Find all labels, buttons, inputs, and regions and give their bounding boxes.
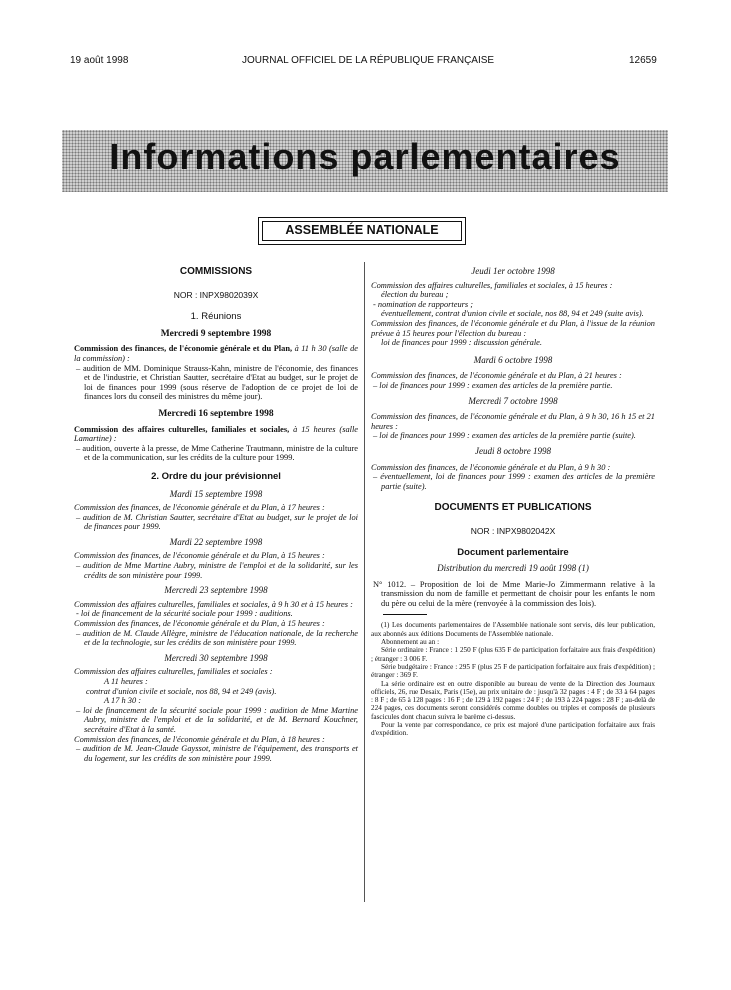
agenda-item: - nomination de rapporteurs ; — [373, 299, 474, 309]
agenda-item: – audition de M. Jean-Claude Gayssot, ministre de l'équipement, des transports et du logement, sur les crédits de son ministère pour 1999. — [76, 744, 358, 763]
agenda-item: – loi de financement de la sécurité sociale pour 1999 : audition de Mme Martine Aubry, ministre de l'emploi et de la solidarité, et de M. Bernard Kouchner, secrétaire d'Etat à la santé. — [76, 705, 358, 734]
date-heading: Mercredi 16 septembre 1998 — [158, 408, 274, 419]
footnote-text: Série budgétaire : France : 295 F (plus 25 F de participation forfaitaire aux frais d'expédition) ; étranger : 369 F. — [371, 662, 655, 680]
ordre-heading: 2. Ordre du jour prévisionnel — [151, 470, 281, 482]
banner-title: Informations parlementaires — [109, 136, 621, 177]
agenda-item: éventuellement, contrat d'union civile et sociale, nos 88, 94 et 249 (suite avis). — [381, 309, 644, 319]
agenda-item: – éventuellement, loi de finances pour 1999 : examen des articles de la première partie (suite). — [373, 472, 655, 491]
agenda-item: – audition de MM. Dominique Strauss-Kahn, ministre de l'économie, des finances et de l'industrie, et Christian Sautter, secrétaire d'Etat au budget, sur le projet de loi de finances pour 1999 (sous réserve de l'adoption de ce projet de loi de finances lors du conseil des ministres du même jour). — [76, 363, 358, 402]
agenda-item: - loi de financement de la sécurité sociale pour 1999 : auditions. — [76, 609, 293, 619]
left-column — [74, 267, 358, 763]
column-divider — [364, 262, 365, 902]
time-line: A 11 heures : — [104, 677, 148, 686]
commission-name: Commission des finances, de l'économie générale et du Plan, — [74, 344, 293, 354]
agenda-item: – audition de Mme Martine Aubry, ministre de l'emploi et de la solidarité, sur les crédits de son ministère pour 1999. — [76, 561, 358, 580]
section-title: ASSEMBLÉE NATIONALE — [262, 221, 462, 241]
commission-entry: Commission des finances, de l'économie générale et du Plan, à 9 h 30 : — [371, 462, 611, 472]
time-line: A 17 h 30 : — [104, 696, 142, 706]
commissions-heading: COMMISSIONS — [179, 266, 253, 277]
commission-entry: Commission des finances, de l'économie générale et du Plan, à 9 h 30, 16 h 15 et 21 heures : — [371, 412, 655, 431]
date-heading: Mercredi 30 septembre 1998 — [164, 652, 268, 663]
footnote-rule — [383, 614, 427, 615]
footnote-text: Abonnement au an : — [381, 638, 440, 647]
date-heading: Mercredi 23 septembre 1998 — [164, 585, 268, 596]
agenda-item: – audition de M. Claude Allègre, ministre de l'éducation nationale, de la recherche et de la technologie, sur les crédits de son ministère pour 1999. — [76, 628, 358, 648]
commission-entry: Commission des finances, de l'économie générale et du Plan, à 15 heures : — [74, 619, 325, 629]
commission-time: à 11 h 30 (salle de la commission) : — [74, 344, 358, 363]
date-heading: Mardi 22 septembre 1998 — [169, 536, 263, 547]
banner — [62, 130, 668, 192]
right-column — [371, 267, 655, 738]
commission-entry: Commission des finances, de l'économie générale et du Plan, à 15 heures : — [74, 551, 325, 561]
section-box — [258, 217, 466, 245]
agenda-item: – loi de finances pour 1999 : examen des articles de la première partie. — [373, 380, 613, 390]
header-date: 19 août 1998 — [70, 55, 129, 66]
agenda-item: contrat d'union civile et sociale, nos 88, 94 et 249 (avis). — [86, 686, 277, 696]
page-number: 12659 — [629, 55, 657, 66]
date-heading: Mardi 6 octobre 1998 — [473, 354, 553, 365]
date-heading: Mercredi 7 octobre 1998 — [468, 395, 558, 406]
agenda-item: – audition, ouverte à la presse, de Mme Catherine Trautmann, ministre de la culture et de la communication, sur les crédits de la culture pour 1999. — [76, 443, 358, 463]
document-entry: N° 1012. – Proposition de loi de Mme Marie-Jo Zimmermann relative à la transmission du nom de famille et permettant de choisir pour les enfants le nom du père ou celui de la mère (renvoyée à la commission des lois). — [373, 579, 655, 608]
date-heading: Jeudi 8 octobre 1998 — [475, 445, 551, 456]
commission-entry — [74, 425, 358, 444]
nor-reference: NOR : INPX9802039X — [173, 289, 259, 300]
agenda-item: – audition de M. Christian Sautter, secrétaire d'Etat au budget, sur le projet de loi de finances pour 1999. — [76, 512, 358, 532]
footnote-text: (1) Les documents parlementaires de l'Assemblée nationale sont servis, dès leur publication, aux abonnés aux éditions Documents de l'Assemblée nationale. — [371, 621, 655, 638]
date-heading: Jeudi 1er octobre 1998 — [471, 266, 555, 276]
nor-reference: NOR : INPX9802042X — [470, 525, 556, 536]
date-heading: Mercredi 9 septembre 1998 — [160, 328, 272, 339]
commission-time: à 15 heures (salle Lamartine) : — [74, 424, 359, 444]
footnote-text: Pour la vente par correspondance, ce prix est majoré d'une participation forfaitaire aux frais d'expédition. — [371, 721, 655, 738]
reunions-heading: 1. Réunions — [190, 311, 242, 323]
distribution-date: Distribution du mercredi 19 août 1998 (1) — [437, 563, 589, 574]
commission-entry: Commission des finances, de l'économie générale et du Plan, à 17 heures : — [74, 503, 325, 513]
agenda-item: – loi de finances pour 1999 : examen des articles de la première partie (suite). — [373, 431, 636, 441]
documents-heading: DOCUMENTS ET PUBLICATIONS — [434, 502, 592, 514]
commission-entry: Commission des finances, de l'économie générale et du Plan, à 18 heures : — [74, 734, 325, 744]
document-parlementaire-heading: Document parlementaire — [457, 547, 569, 559]
commission-entry: Commission des finances, de l'économie générale et du Plan, à 21 heures : — [371, 371, 622, 381]
commission-entry: Commission des finances, de l'économie générale et du Plan, à l'issue de la réunion prévue à 15 heures pour l'élection du bureau : — [371, 318, 655, 338]
commission-entry: Commission des affaires culturelles, familiales et sociales, à 9 h 30 et à 15 heures : — [74, 599, 353, 609]
commission-entry: Commission des affaires culturelles, familiales et sociales : — [74, 667, 273, 677]
date-heading: Mardi 15 septembre 1998 — [169, 488, 263, 499]
commission-entry: Commission des affaires culturelles, familiales et sociales, à 15 heures : — [371, 280, 613, 290]
commission-name: Commission des affaires culturelles, familiales et sociales, — [74, 424, 290, 434]
footnote-text: Série ordinaire : France : 1 250 F (plus 635 F de participation forfaitaire aux frais d'expédition) ; étranger : 3 006 F. — [371, 646, 655, 663]
footnote-block — [371, 621, 655, 737]
agenda-item: loi de finances pour 1999 : discussion générale. — [381, 338, 542, 348]
agenda-item: élection du bureau ; — [381, 290, 449, 300]
journal-title: JOURNAL OFFICIEL DE LA RÉPUBLIQUE FRANÇAISE — [242, 55, 495, 66]
footnote-text: La série ordinaire est en outre disponible au bureau de vente de la Direction des Journaux officiels, 26, rue Desaix, Paris (15e), au prix unitaire de : jusqu'à 32 pages : 4 F ; de 33 à 64 pages : 8 F ; de 65 à 128 pages : 16 F ; de 129 à 192 pages : 24 F ; de 193 à 224 pages : 28 F ; au-delà de 224 pages, ces documents seront considérés comme doubles ou triples et composés de plusieurs fascicules dont chacun suivra le barème ci-dessus. — [371, 679, 655, 721]
commission-entry — [74, 344, 358, 363]
